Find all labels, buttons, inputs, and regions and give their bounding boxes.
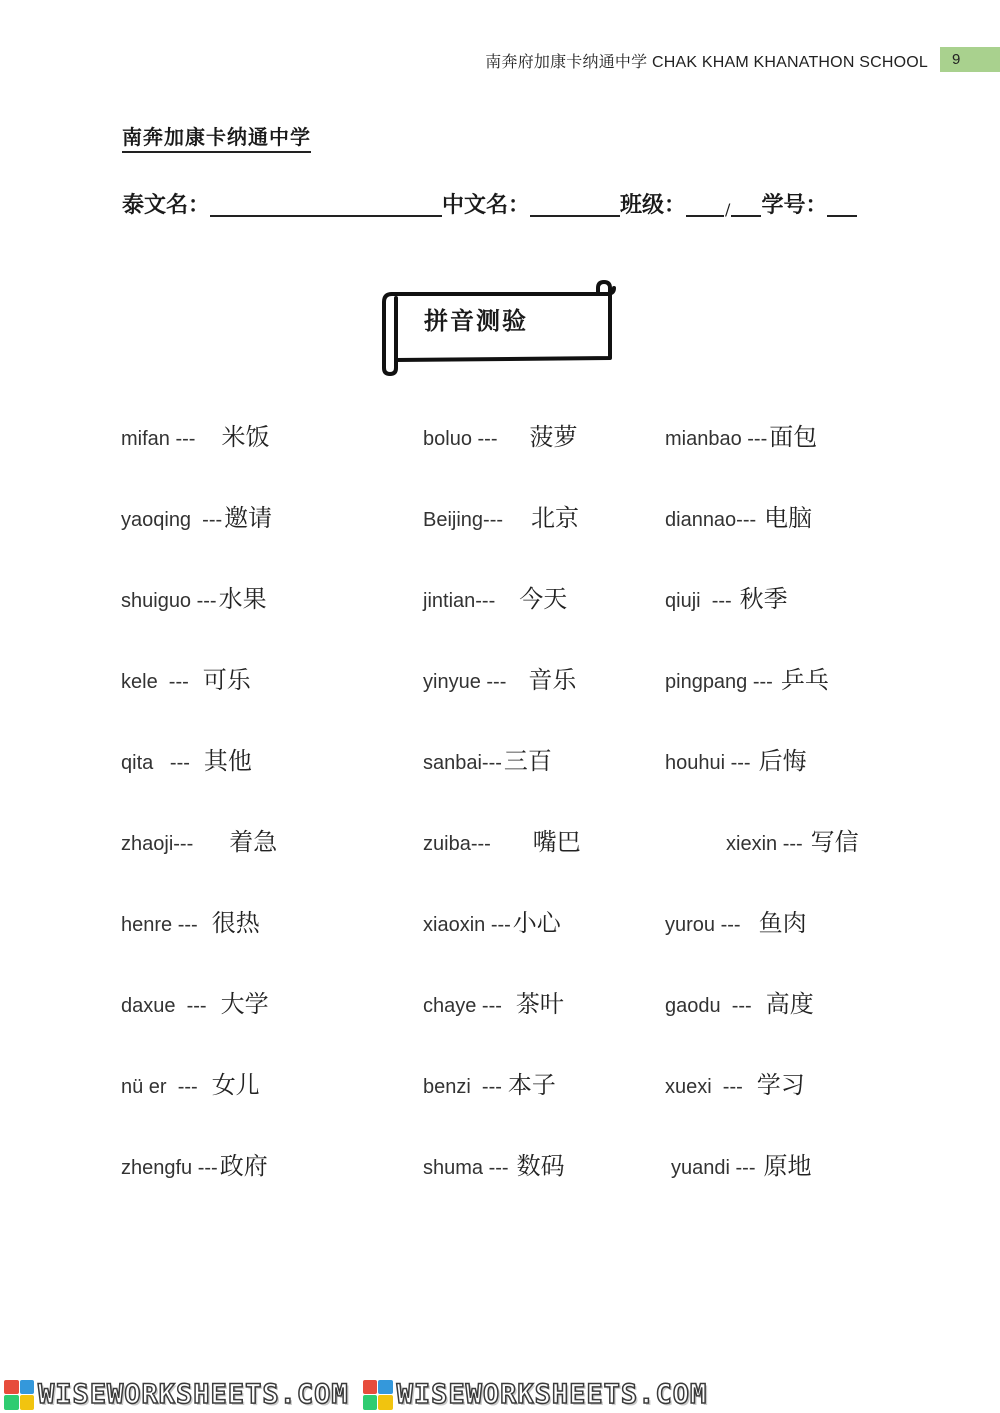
- vocab-item: [423, 417, 577, 451]
- hanzi: 音乐: [528, 666, 577, 694]
- vocab-item: [423, 579, 567, 613]
- hanzi: 写信: [810, 828, 859, 856]
- student-number-label: 学号：: [761, 192, 828, 218]
- vocab-item: [423, 660, 576, 694]
- pinyin: qita ---: [121, 752, 190, 774]
- hanzi: 邀请: [224, 504, 273, 532]
- vocab-item: [423, 903, 561, 937]
- watermark-2[interactable]: [363, 1379, 708, 1410]
- quiz-title: 拼音测验: [424, 306, 528, 335]
- watermark-1[interactable]: [4, 1379, 349, 1410]
- class-blank-2[interactable]: [731, 191, 761, 217]
- pinyin: pingpang ---: [665, 671, 773, 693]
- hanzi: 数码: [516, 1152, 565, 1180]
- vocab-item: [726, 822, 859, 856]
- hanzi: 着急: [229, 828, 278, 856]
- vocab-item: [665, 903, 807, 937]
- vocab-item: [665, 417, 817, 451]
- pinyin: shuiguo ---: [121, 590, 217, 612]
- pinyin: qiuji ---: [665, 590, 732, 612]
- vocab-item: [665, 984, 814, 1018]
- vocab-item: [423, 1146, 565, 1180]
- pinyin: shuma ---: [423, 1157, 509, 1179]
- hanzi: 秋季: [739, 585, 788, 613]
- hanzi: 学习: [756, 1071, 805, 1099]
- vocab-item: [423, 1065, 556, 1099]
- hanzi: 嘴巴: [532, 828, 581, 856]
- vocab-item: [671, 1146, 811, 1180]
- pinyin: zhaoji---: [121, 833, 194, 855]
- vocab-item: [121, 1146, 268, 1180]
- hanzi: 原地: [763, 1152, 812, 1180]
- pinyin: daxue ---: [121, 995, 207, 1017]
- vocab-item: [121, 741, 252, 775]
- hanzi: 菠萝: [529, 423, 578, 451]
- vocab-item: [665, 579, 788, 613]
- pinyin: xiaoxin ---: [423, 914, 511, 936]
- pinyin: xiexin ---: [726, 833, 803, 855]
- pinyin: jintian---: [423, 590, 496, 612]
- hanzi: 鱼肉: [758, 909, 807, 937]
- vocab-item: [423, 498, 579, 532]
- vocab-item: [423, 822, 581, 856]
- hanzi: 高度: [765, 990, 814, 1018]
- hanzi: 女儿: [211, 1071, 260, 1099]
- class-separator: /: [725, 200, 731, 219]
- pinyin: mianbao ---: [665, 428, 768, 450]
- class-label: 班级：: [620, 192, 687, 218]
- hanzi: 三百: [503, 747, 552, 775]
- watermark-text: WISEWORKSHEETS.COM: [38, 1379, 349, 1410]
- hanzi: 米饭: [221, 423, 270, 451]
- vocab-item: [121, 903, 260, 937]
- student-number-blank[interactable]: [827, 191, 857, 217]
- vocab-item: [665, 660, 829, 694]
- chinese-name-label: 中文名：: [442, 192, 531, 218]
- school-title: 南奔加康卡纳通中学: [122, 121, 311, 153]
- vocab-item: [423, 741, 552, 775]
- pinyin: nü er ---: [121, 1076, 198, 1098]
- pinyin: henre ---: [121, 914, 198, 936]
- pinyin: zhengfu ---: [121, 1157, 218, 1179]
- vocab-item: [121, 579, 267, 613]
- vocab-item: [665, 498, 812, 532]
- vocab-item: [121, 660, 251, 694]
- page-number: 9: [940, 47, 1000, 72]
- wise-logo-icon: [4, 1380, 34, 1410]
- vocab-item: [665, 1065, 805, 1099]
- watermark-text: WISEWORKSHEETS.COM: [396, 1379, 708, 1410]
- thai-name-blank[interactable]: [210, 191, 442, 217]
- hanzi: 今天: [519, 585, 568, 613]
- pinyin: boluo ---: [423, 428, 498, 450]
- hanzi: 可乐: [202, 666, 251, 694]
- hanzi: 很热: [211, 909, 260, 937]
- pinyin: gaodu ---: [665, 995, 752, 1017]
- header-school-line: 南奔府加康卡纳通中学 CHAK KHAM KHANATHON SCHOOL: [485, 54, 928, 71]
- pinyin: yinyue ---: [423, 671, 507, 693]
- wise-logo-icon: [363, 1380, 393, 1410]
- vocab-item: [665, 741, 807, 775]
- hanzi: 乒乓: [780, 666, 829, 694]
- hanzi: 茶叶: [515, 990, 564, 1018]
- hanzi: 大学: [220, 990, 269, 1018]
- pinyin: mifan ---: [121, 428, 196, 450]
- pinyin: diannao---: [665, 509, 757, 531]
- vocab-item: [121, 498, 272, 532]
- thai-name-label: 泰文名：: [122, 192, 211, 218]
- pinyin: yurou ---: [665, 914, 741, 936]
- vocab-item: [121, 984, 269, 1018]
- pinyin: zuiba---: [423, 833, 491, 855]
- hanzi: 小心: [512, 909, 561, 937]
- class-blank-1[interactable]: [686, 191, 724, 217]
- hanzi: 电脑: [764, 504, 813, 532]
- pinyin: benzi ---: [423, 1076, 502, 1098]
- pinyin: yaoqing ---: [121, 509, 223, 531]
- vocab-item: [121, 822, 277, 856]
- hanzi: 本子: [507, 1071, 556, 1099]
- pinyin: sanbai---: [423, 752, 502, 774]
- hanzi: 后悔: [758, 747, 807, 775]
- hanzi: 政府: [219, 1152, 268, 1180]
- hanzi: 水果: [218, 585, 267, 613]
- pinyin: kele ---: [121, 671, 189, 693]
- vocab-item: [121, 1065, 260, 1099]
- pinyin: yuandi ---: [671, 1157, 756, 1179]
- pinyin: Beijing---: [423, 509, 504, 531]
- vocab-item: [121, 417, 269, 451]
- hanzi: 其他: [203, 747, 252, 775]
- pinyin: chaye ---: [423, 995, 502, 1017]
- vocab-item: [423, 984, 564, 1018]
- pinyin: houhui ---: [665, 752, 751, 774]
- chinese-name-blank[interactable]: [530, 191, 620, 217]
- footer-watermark: [0, 1376, 1000, 1413]
- hanzi: 北京: [531, 504, 580, 532]
- student-info-line: [122, 188, 942, 219]
- pinyin: xuexi ---: [665, 1076, 743, 1098]
- hanzi: 面包: [769, 423, 818, 451]
